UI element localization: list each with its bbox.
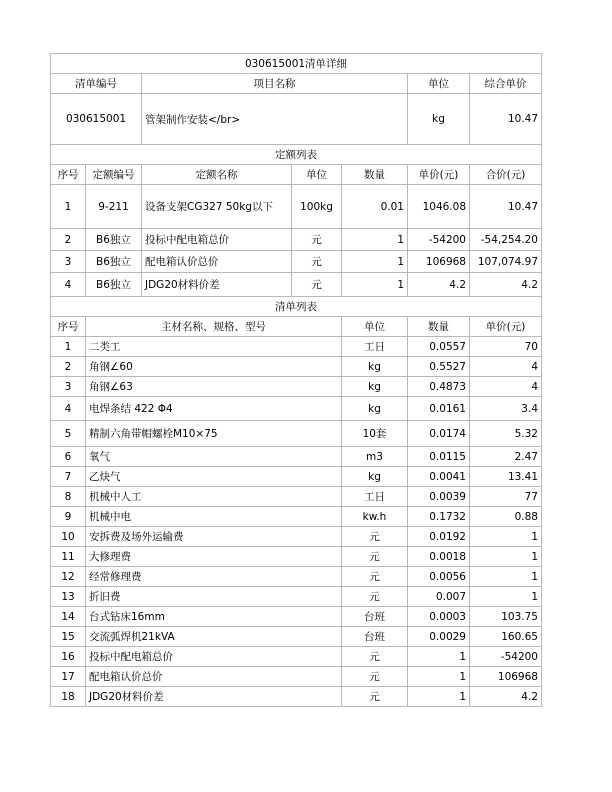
material-uprice: 160.65 <box>470 627 542 647</box>
quota-unit: 100kg <box>292 185 342 229</box>
quota-total: 4.2 <box>470 273 542 297</box>
quota-qty: 1 <box>342 229 408 251</box>
material-qty: 0.0161 <box>408 397 470 421</box>
quota-header-total: 合价(元) <box>470 165 542 185</box>
material-name: 交流弧焊机21kVA <box>86 627 342 647</box>
material-unit: 元 <box>342 587 408 607</box>
item-unit: kg <box>408 94 470 145</box>
material-header-uprice: 单价(元) <box>470 317 542 337</box>
material-list <box>51 337 542 707</box>
material-no: 13 <box>51 587 86 607</box>
material-unit: 元 <box>342 527 408 547</box>
item-name: 管架制作安装</br> <box>142 94 408 145</box>
material-row <box>51 587 542 607</box>
material-qty: 0.4873 <box>408 377 470 397</box>
material-qty: 0.0018 <box>408 547 470 567</box>
material-unit: 10套 <box>342 421 408 447</box>
material-unit: 元 <box>342 667 408 687</box>
material-name: 机械中人工 <box>86 487 342 507</box>
quota-no: 2 <box>51 229 86 251</box>
material-unit: kg <box>342 377 408 397</box>
quota-no: 4 <box>51 273 86 297</box>
material-qty: 0.0557 <box>408 337 470 357</box>
material-qty: 0.0115 <box>408 447 470 467</box>
quota-uprice: 4.2 <box>408 273 470 297</box>
material-unit: 元 <box>342 567 408 587</box>
material-no: 1 <box>51 337 86 357</box>
quota-row <box>51 185 542 229</box>
material-section-title: 清单列表 <box>51 297 542 317</box>
quota-code: B6独立 <box>86 251 142 273</box>
material-no: 10 <box>51 527 86 547</box>
material-name: 二类工 <box>86 337 342 357</box>
material-name: JDG20材料价差 <box>86 687 342 707</box>
material-qty: 0.0056 <box>408 567 470 587</box>
material-row <box>51 507 542 527</box>
material-row <box>51 527 542 547</box>
item-price: 10.47 <box>470 94 542 145</box>
bill-table <box>50 53 542 165</box>
material-header-name: 主材名称、规格、型号 <box>86 317 342 337</box>
material-no: 7 <box>51 467 86 487</box>
quota-row <box>51 251 542 273</box>
material-uprice: 1 <box>470 587 542 607</box>
header-code: 清单编号 <box>51 74 142 94</box>
material-no: 14 <box>51 607 86 627</box>
material-no: 11 <box>51 547 86 567</box>
quota-header-no: 序号 <box>51 165 86 185</box>
material-unit: 台班 <box>342 627 408 647</box>
material-row <box>51 687 542 707</box>
material-uprice: 103.75 <box>470 607 542 627</box>
material-uprice: 1 <box>470 527 542 547</box>
material-row <box>51 377 542 397</box>
material-no: 16 <box>51 647 86 667</box>
quota-header-uprice: 单价(元) <box>408 165 470 185</box>
material-row <box>51 607 542 627</box>
quota-section-title: 定额列表 <box>51 145 542 165</box>
material-no: 18 <box>51 687 86 707</box>
quota-qty: 0.01 <box>342 185 408 229</box>
material-unit: kg <box>342 357 408 377</box>
material-uprice: 4.2 <box>470 687 542 707</box>
material-no: 15 <box>51 627 86 647</box>
quota-no: 3 <box>51 251 86 273</box>
material-row <box>51 627 542 647</box>
quota-header-qty: 数量 <box>342 165 408 185</box>
material-uprice: 0.88 <box>470 507 542 527</box>
material-row <box>51 547 542 567</box>
material-unit: 台班 <box>342 607 408 627</box>
quota-total: 10.47 <box>470 185 542 229</box>
material-row <box>51 567 542 587</box>
quota-header-name: 定额名称 <box>142 165 292 185</box>
material-qty: 1 <box>408 647 470 667</box>
material-no: 5 <box>51 421 86 447</box>
material-name: 大修理费 <box>86 547 342 567</box>
material-no: 12 <box>51 567 86 587</box>
material-header-unit: 单位 <box>342 317 408 337</box>
quota-uprice: -54200 <box>408 229 470 251</box>
material-unit: kg <box>342 467 408 487</box>
material-unit: 元 <box>342 647 408 667</box>
material-name: 配电箱认价总价 <box>86 667 342 687</box>
quota-no: 1 <box>51 185 86 229</box>
material-qty: 0.0003 <box>408 607 470 627</box>
quota-name: JDG20材料价差 <box>142 273 292 297</box>
material-name: 经常修理费 <box>86 567 342 587</box>
material-uprice: 70 <box>470 337 542 357</box>
quota-code: 9-211 <box>86 185 142 229</box>
material-name: 角钢∠63 <box>86 377 342 397</box>
material-no: 4 <box>51 397 86 421</box>
material-no: 2 <box>51 357 86 377</box>
material-uprice: 77 <box>470 487 542 507</box>
material-row <box>51 397 542 421</box>
material-no: 3 <box>51 377 86 397</box>
material-name: 投标中配电箱总价 <box>86 647 342 667</box>
material-qty: 1 <box>408 687 470 707</box>
material-unit: 工日 <box>342 337 408 357</box>
quota-name: 配电箱认价总价 <box>142 251 292 273</box>
quota-header-code: 定额编号 <box>86 165 142 185</box>
detail-table <box>50 164 542 707</box>
material-name: 机械中电 <box>86 507 342 527</box>
quota-unit: 元 <box>292 251 342 273</box>
header-name: 项目名称 <box>142 74 408 94</box>
material-uprice: 4 <box>470 357 542 377</box>
quota-code: B6独立 <box>86 229 142 251</box>
material-no: 17 <box>51 667 86 687</box>
material-unit: m3 <box>342 447 408 467</box>
material-row <box>51 447 542 467</box>
material-unit: 元 <box>342 687 408 707</box>
material-uprice: 13.41 <box>470 467 542 487</box>
material-uprice: -54200 <box>470 647 542 667</box>
material-qty: 0.0041 <box>408 467 470 487</box>
material-name: 安拆费及场外运输费 <box>86 527 342 547</box>
quota-qty: 1 <box>342 251 408 273</box>
material-name: 角钢∠60 <box>86 357 342 377</box>
material-row <box>51 337 542 357</box>
material-header-qty: 数量 <box>408 317 470 337</box>
material-no: 8 <box>51 487 86 507</box>
material-uprice: 5.32 <box>470 421 542 447</box>
material-name: 折旧费 <box>86 587 342 607</box>
material-uprice: 2.47 <box>470 447 542 467</box>
quota-unit: 元 <box>292 273 342 297</box>
quota-unit: 元 <box>292 229 342 251</box>
quota-total: -54,254.20 <box>470 229 542 251</box>
quota-uprice: 1046.08 <box>408 185 470 229</box>
material-unit: 工日 <box>342 487 408 507</box>
item-code: 030615001 <box>51 94 142 145</box>
material-name: 氧气 <box>86 447 342 467</box>
material-name: 电焊条结 422 Φ4 <box>86 397 342 421</box>
quota-row <box>51 229 542 251</box>
material-row <box>51 667 542 687</box>
material-unit: 元 <box>342 547 408 567</box>
material-no: 6 <box>51 447 86 467</box>
material-name: 乙炔气 <box>86 467 342 487</box>
quota-total: 107,074.97 <box>470 251 542 273</box>
material-qty: 1 <box>408 667 470 687</box>
material-header-no: 序号 <box>51 317 86 337</box>
quota-header-unit: 单位 <box>292 165 342 185</box>
material-row <box>51 421 542 447</box>
material-uprice: 1 <box>470 547 542 567</box>
material-no: 9 <box>51 507 86 527</box>
material-qty: 0.5527 <box>408 357 470 377</box>
quota-uprice: 106968 <box>408 251 470 273</box>
quota-qty: 1 <box>342 273 408 297</box>
material-row <box>51 647 542 667</box>
material-name: 精制六角带帽螺栓M10×75 <box>86 421 342 447</box>
material-row <box>51 487 542 507</box>
page-title: 030615001清单详细 <box>51 54 542 74</box>
material-qty: 0.007 <box>408 587 470 607</box>
quota-name: 投标中配电箱总价 <box>142 229 292 251</box>
quota-row <box>51 273 542 297</box>
material-row <box>51 467 542 487</box>
material-qty: 0.0029 <box>408 627 470 647</box>
material-unit: kw.h <box>342 507 408 527</box>
material-qty: 0.0039 <box>408 487 470 507</box>
material-uprice: 4 <box>470 377 542 397</box>
material-row <box>51 357 542 377</box>
quota-code: B6独立 <box>86 273 142 297</box>
material-uprice: 3.4 <box>470 397 542 421</box>
material-uprice: 106968 <box>470 667 542 687</box>
material-unit: kg <box>342 397 408 421</box>
material-qty: 0.1732 <box>408 507 470 527</box>
material-uprice: 1 <box>470 567 542 587</box>
material-qty: 0.0192 <box>408 527 470 547</box>
quota-name: 设备支架CG327 50kg以下 <box>142 185 292 229</box>
material-name: 台式钻床16mm <box>86 607 342 627</box>
material-qty: 0.0174 <box>408 421 470 447</box>
header-unit: 单位 <box>408 74 470 94</box>
header-price: 综合单价 <box>470 74 542 94</box>
